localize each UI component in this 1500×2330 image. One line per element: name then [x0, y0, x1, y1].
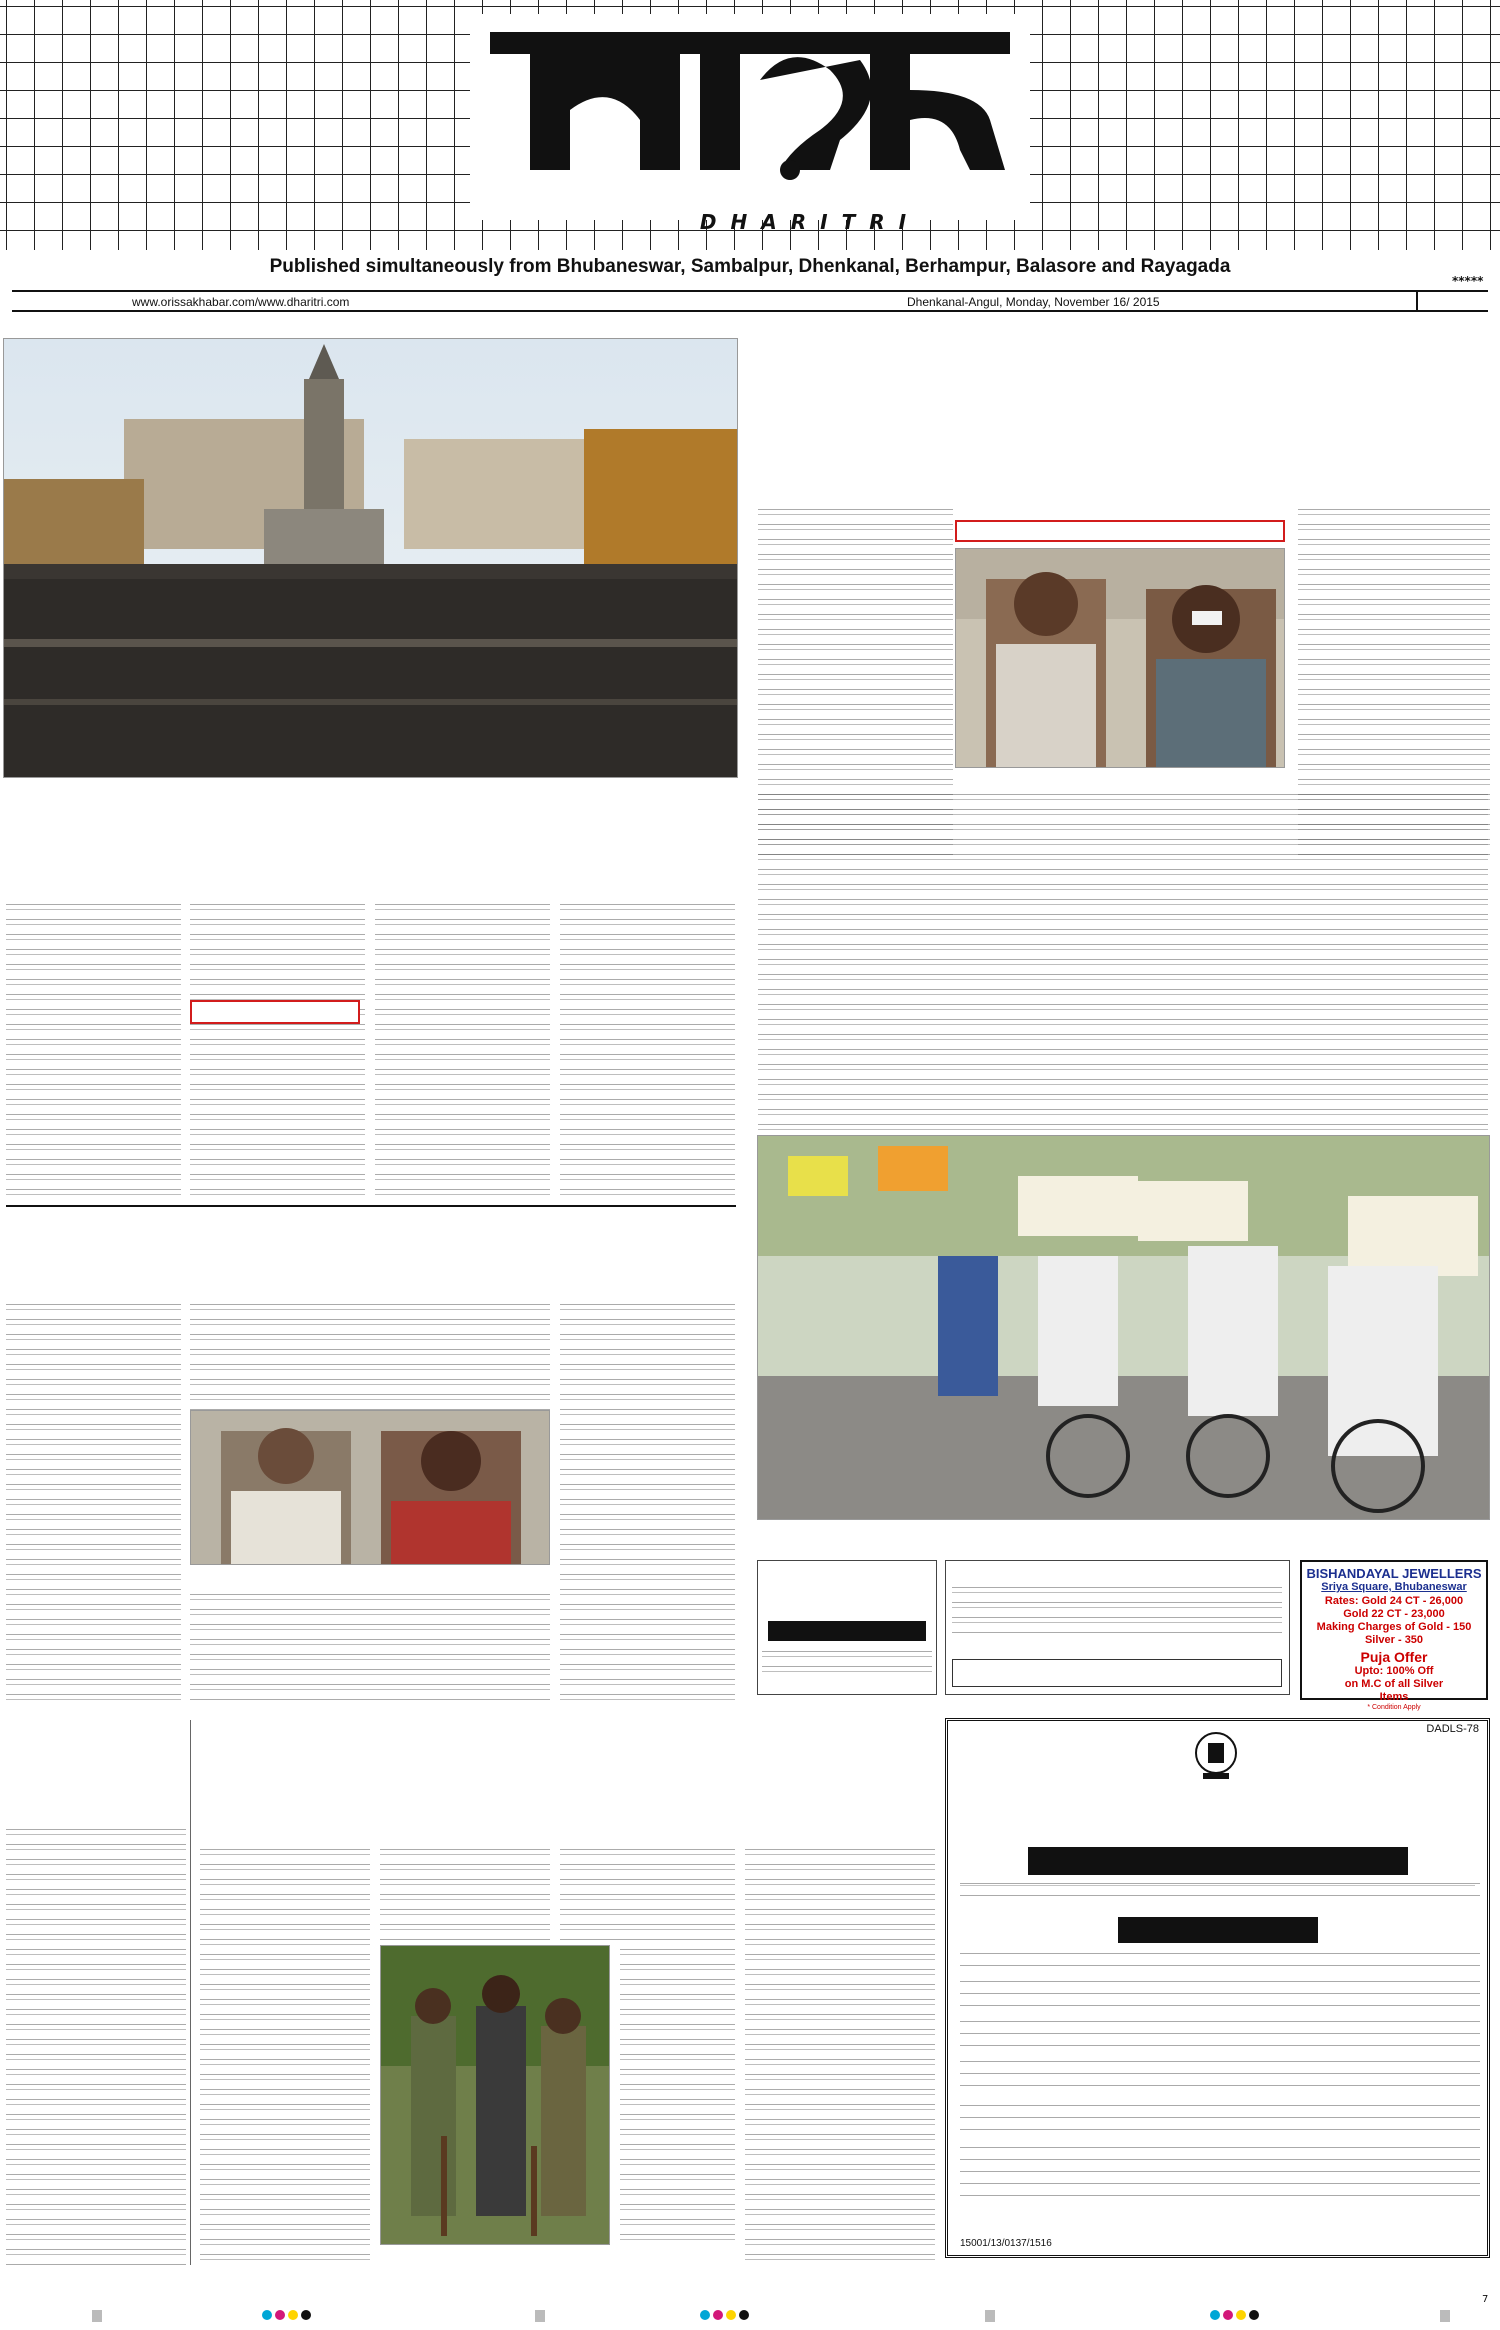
registration-mark: [1440, 2310, 1450, 2322]
doctor-column-2: [190, 1300, 550, 1410]
arms-column-2: [380, 1845, 550, 1940]
masthead: [0, 0, 1500, 250]
black-dot: [301, 2310, 311, 2320]
arms-headline: [200, 1715, 935, 1795]
session-time-row: [960, 1947, 1480, 1967]
arms-seizure-photo[interactable]: [380, 1945, 610, 2245]
bus-strike-notice[interactable]: [952, 1659, 1282, 1687]
fuel-headline: [6, 1720, 186, 1760]
making-charges: Making Charges of Gold - 150: [1316, 1621, 1472, 1633]
gold-22ct-rate: Gold 22 CT - 23,000: [1343, 1608, 1445, 1620]
terrorist-headline: [6, 820, 736, 900]
yellow-dot: [288, 2310, 298, 2320]
injured-boys-image: [956, 549, 1285, 768]
newspaper-logo[interactable]: [470, 14, 1030, 234]
magenta-dot: [1223, 2310, 1233, 2320]
quote-text: [762, 1647, 932, 1675]
inauguration-time-row: [960, 1877, 1480, 1897]
terrorist-column-1: [6, 900, 181, 1200]
page-number: 7: [1482, 2294, 1489, 2305]
cyan-dot: [262, 2310, 272, 2320]
inauguration-banner: [1028, 1847, 1408, 1875]
jeweller-advertisement[interactable]: [1300, 1560, 1488, 1711]
cyan-dot: [700, 2310, 710, 2320]
arms-column-3b: [620, 1945, 735, 2245]
registration-mark: [535, 2310, 545, 2322]
maoist-headline: [760, 352, 1490, 472]
press-day-notice[interactable]: [945, 1718, 1490, 2258]
arms-column-4: [745, 1845, 935, 2265]
column-rule: [190, 1720, 191, 2265]
paris-attack-tag: [190, 1000, 360, 1024]
maoist-column-lower: [758, 790, 1488, 1130]
dharitri-logo-glyph: [490, 20, 1010, 180]
offer-line-2: on M.C of all Silver: [1344, 1678, 1444, 1690]
facts-box: [945, 1560, 1290, 1695]
editorial-box: [757, 1560, 937, 1695]
paris-rally-photo[interactable]: [3, 338, 738, 778]
gold-24ct-rate: Rates: Gold 24 CT - 26,000: [1324, 1595, 1464, 1607]
notice-footer-text: [960, 2141, 1480, 2197]
terrorist-column-3: [375, 900, 550, 1200]
session-banner: [1118, 1917, 1318, 1943]
cmyk-marks: [262, 2310, 311, 2320]
publication-centers: Published simultaneously from Bhubaneswar, Sambalpur, Dhenkanal, Berhampur, Balasore and Rayagada: [269, 256, 1231, 277]
registration-mark: [985, 2310, 995, 2322]
paris-crowd-image: [4, 339, 738, 778]
black-dot: [739, 2310, 749, 2320]
edition-stars: *****: [1452, 274, 1484, 288]
police-seizure-image: [381, 1946, 610, 2245]
jeweller-address: Sriya Square, Bhubaneswar: [1321, 1581, 1467, 1593]
guest-of-honour-row: [960, 2015, 1480, 2049]
doctor-column-3: [560, 1300, 735, 1700]
chief-guest-row: [960, 1975, 1480, 2009]
yellow-dot: [1236, 2310, 1246, 2320]
black-dot: [1249, 2310, 1259, 2320]
silver-rate: Silver - 350: [1364, 1634, 1424, 1646]
facts-text: [952, 1583, 1282, 1633]
dateline-bar: [12, 290, 1488, 312]
maoist-red-tag: [955, 520, 1285, 542]
cmyk-marks: [700, 2310, 749, 2320]
fuel-story-text: [6, 1825, 186, 2265]
logo-latin-text: DHARITRI: [699, 210, 921, 234]
offer-line-3: Items: [1379, 1691, 1409, 1703]
doctor-column-2b: [190, 1590, 550, 1700]
president-row: [960, 2099, 1480, 2133]
jeweller-name: BISHANDAYAL JEWELLERS: [1306, 1566, 1482, 1581]
magenta-dot: [275, 2310, 285, 2320]
offer-condition: * Condition Apply: [1367, 1704, 1421, 1711]
puja-offer: Puja Offer: [1360, 1649, 1428, 1665]
maoist-photo[interactable]: [955, 548, 1285, 768]
section-divider: [6, 1205, 736, 1207]
cycle-rally-image: [758, 1136, 1490, 1520]
website-link[interactable]: www.orissakhabar.com/www.dharitri.com: [132, 295, 350, 309]
yellow-dot: [726, 2310, 736, 2320]
quote-title: [768, 1621, 926, 1641]
arms-column-3: [560, 1845, 735, 1940]
arms-column-1: [200, 1845, 370, 2265]
doctor-couple-photo[interactable]: [190, 1410, 550, 1565]
notice-code: DADLS-78: [1426, 1723, 1479, 1735]
cyan-dot: [1210, 2310, 1220, 2320]
doctor-headline: [6, 1222, 736, 1292]
registration-mark: [92, 2310, 102, 2322]
english-date: Dhenkanal-Angul, Monday, November 16/ 2015: [907, 295, 1160, 309]
cycle-rally-photo[interactable]: [757, 1135, 1490, 1520]
magenta-dot: [713, 2310, 723, 2320]
doctor-couple-image: [191, 1411, 550, 1565]
main-speaker-row: [960, 2055, 1480, 2089]
price-label: [1416, 292, 1488, 310]
release-number: 15001/13/0137/1516: [960, 2238, 1052, 2249]
terrorist-column-2: [190, 900, 365, 1200]
offer-line-1: Upto: 100% Off: [1354, 1665, 1434, 1677]
cmyk-marks: [1210, 2310, 1259, 2320]
terrorist-column-4: [560, 900, 735, 1200]
odisha-emblem-icon: [1193, 1729, 1239, 1781]
doctor-column-1: [6, 1300, 181, 1700]
